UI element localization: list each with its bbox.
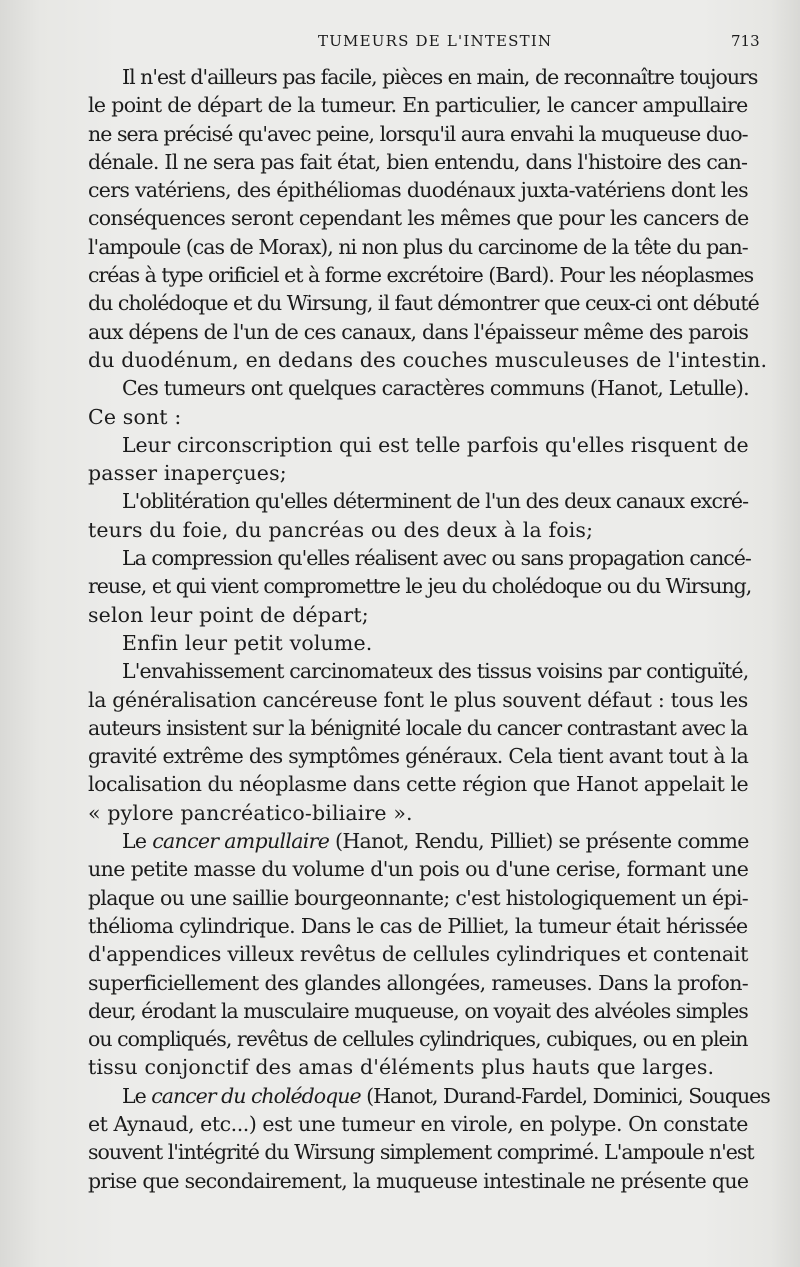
text-line: thélioma cylindrique. Dans le cas de Pilliet, la tumeur était hérissée [88,913,748,938]
text-line: dénale. Il ne sera pas fait état, bien entendu, dans l'histoire des can- [88,149,748,174]
text-line: Il n'est d'ailleurs pas facile, pièces en main, de reconnaître toujours [122,65,758,89]
text-line: plaque ou une saillie bourgeonnante; c'est histologiquement un épi- [88,885,748,910]
text-line: L'oblitération qu'elles déterminent de l'un des deux canaux excré- [122,489,749,514]
text-line: « pylore pancréatico-biliaire ». [88,800,413,825]
text-line: aux dépens de l'un de ces canaux, dans l'épaisseur même des parois [88,319,749,344]
text-line: Leur circonscription qui est telle parfois qu'elles risquent de [122,432,749,457]
running-title: TUMEURS DE L'INTESTIN [318,32,553,50]
text-line: teurs du foie, du pancréas ou des deux à la fois; [88,517,594,542]
text-line: conséquences seront cependant les mêmes que pour les cancers de [88,206,749,231]
text-line: tissu conjonctif des amas d'éléments plus hauts que larges. [88,1055,715,1080]
text-line: Enfin leur petit volume. [122,630,373,655]
running-header [0,30,800,56]
text-line: créas à type orificiel et à forme excrétoire (Bard). Pour les néoplasmes [88,263,754,288]
text-line: gravité extrême des symptômes généraux. Cela tient avant tout à la [88,744,749,769]
text-line: Le cancer du cholédoque (Hanot, Durand-Fardel, Dominici, Souques [122,1083,770,1108]
text-line: passer inaperçues; [88,461,287,486]
italic-term: cancer du cholédoque [151,1083,361,1108]
text-line: du duodénum, en dedans des couches musculeuses de l'intestin. [88,347,768,372]
text-line: Ce sont : [88,404,182,429]
text-line: selon leur point de départ; [88,602,369,627]
page-number: 713 [731,32,760,50]
text-line: prise que secondairement, la muqueuse intestinale ne présente que [88,1168,749,1193]
text-line: auteurs insistent sur la bénignité locale du cancer contrastant avec la [88,715,748,740]
text-line: le point de départ de la tumeur. En particulier, le cancer ampullaire [88,93,748,118]
text-line: Le cancer ampullaire (Hanot, Rendu, Pilliet) se présente comme [122,829,749,854]
text-line: localisation du néoplasme dans cette région que Hanot appelait le [88,772,749,797]
text-line: l'ampoule (cas de Morax), ni non plus du carcinome de la tête du pan- [88,234,748,259]
text-line: cers vatériens, des épithéliomas duodénaux juxta-vatériens dont les [88,178,748,203]
body-text [88,63,770,1195]
text-line: d'appendices villeux revêtus de cellules cylindriques et contenait [88,942,749,967]
text-line: L'envahissement carcinomateux des tissus voisins par contiguïté, [122,659,749,684]
italic-term: cancer ampullaire [152,829,330,854]
text-line: ne sera précisé qu'avec peine, lorsqu'il aura envahi la muqueuse duo- [88,121,748,146]
text-line: souvent l'intégrité du Wirsung simplement comprimé. L'ampoule n'est [88,1140,754,1165]
text-line: Ces tumeurs ont quelques caractères communs (Hanot, Letulle). [122,376,749,401]
text-line: superficiellement des glandes allongées, rameuses. Dans la profon- [88,970,749,995]
text-line: La compression qu'elles réalisent avec ou sans propagation cancé- [122,546,751,571]
text-line: une petite masse du volume d'un pois ou d'une cerise, formant une [88,857,749,882]
text-line: du cholédoque et du Wirsung, il faut démontrer que ceux-ci ont débuté [88,291,759,316]
text-line: et Aynaud, etc...) est une tumeur en virole, en polype. On constate [88,1111,748,1136]
text-line: deur, érodant la musculaire muqueuse, on voyait des alvéoles simples [88,998,748,1023]
text-line: ou compliqués, revêtus de cellules cylindriques, cubiques, ou en plein [88,1027,748,1052]
text-line: la généralisation cancéreuse font le plus souvent défaut : tous les [88,687,748,712]
text-line: reuse, et qui vient compromettre le jeu du cholédoque ou du Wirsung, [88,574,752,599]
